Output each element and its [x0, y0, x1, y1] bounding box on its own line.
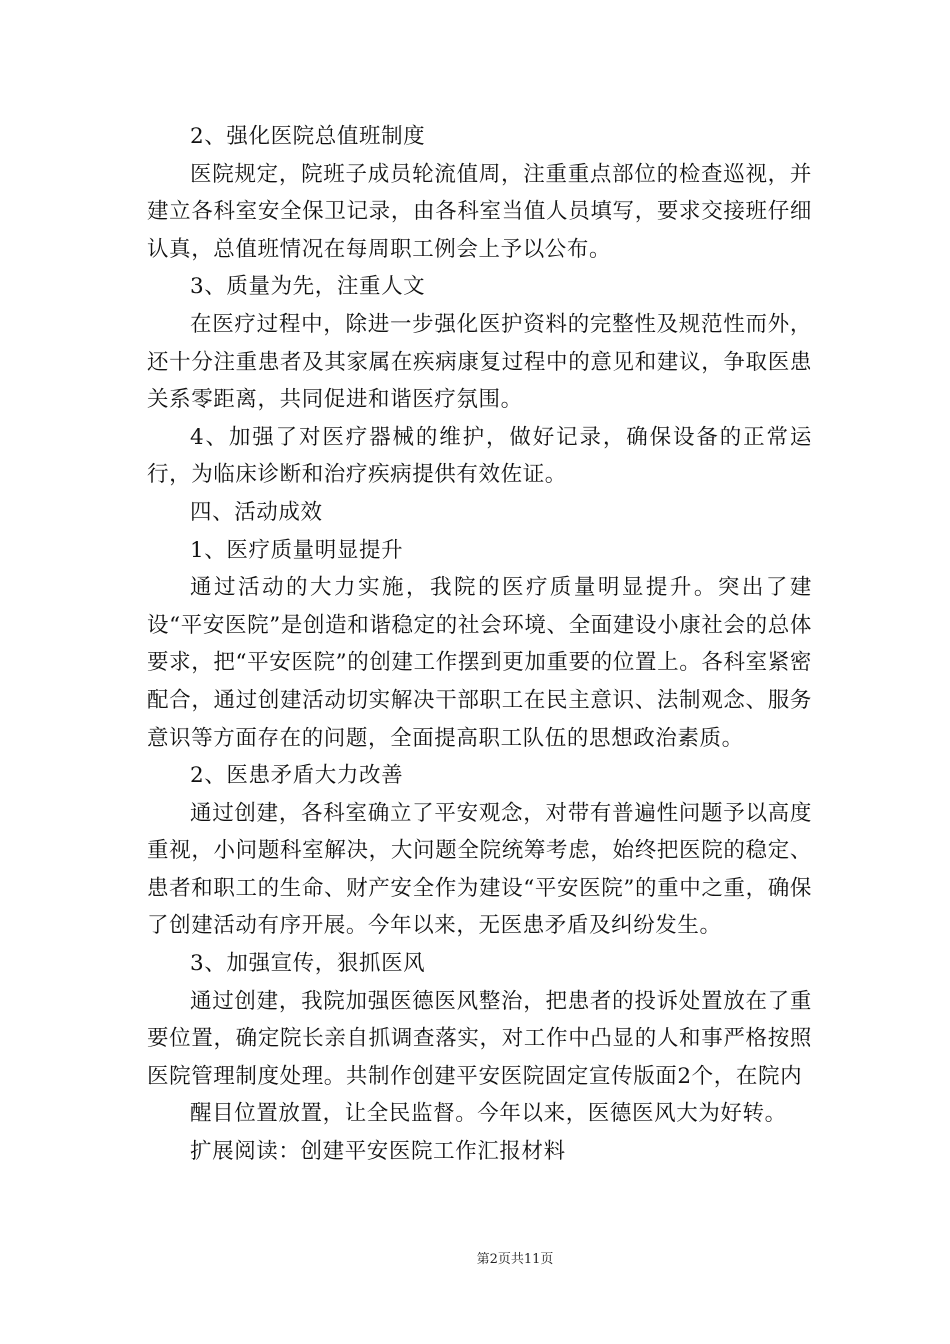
section-heading: 2、强化医院总值班制度	[190, 124, 426, 149]
paragraph: 4、加强了对医疗器械的维护，做好记录，确保设备的正常运行，为临床诊断和治疗疾病提供有效佐证。	[147, 424, 812, 488]
paragraph: 在医疗过程中，除进一步强化医护资料的完整性及规范性而外，还十分注重患者及其家属在疾病康复过程中的意见和建议，争取医患关系零距离，共同促进和谐医疗氛围。	[147, 311, 812, 413]
section-heading: 2、医患矛盾大力改善	[190, 763, 404, 789]
section-heading: 1、医疗质量明显提升	[190, 537, 404, 563]
paragraph: 醒目位置放置，让全民监督。今年以来，医德医风大为好转。	[190, 1101, 787, 1127]
paragraph: 医院规定，院班子成员轮流值周，注重重点部位的检查巡视，并建立各科室安全保卫记录，由各科室当值人员填写，要求交接班仔细认真，总值班情况在每周职工例会上予以公布。	[147, 161, 812, 262]
section-heading: 四、活动成效	[190, 499, 323, 525]
paragraph: 通过创建，各科室确立了平安观念，对带有普遍性问题予以高度重视，小问题科室解决，大问题全院统筹考虑，始终把医院的稳定、患者和职工的生命、财产安全作为建设“平安医院”的重中之重，确保了创建活动有序开展。今年以来，无医患矛盾及纠纷发生。	[147, 800, 812, 939]
paragraph: 通过活动的大力实施，我院的医疗质量明显提升。突出了建设“平安医院”是创造和谐稳定的社会环境、全面建设小康社会的总体要求，把“平安医院”的创建工作摆到更加重要的位置上。各科室紧密配合，通过创建活动切实解决干部职工在民主意识、法制观念、服务意识等方面存在的问题，全面提高职工队伍的思想政治素质。	[147, 575, 812, 751]
paragraph: 通过创建，我院加强医德医风整治，把患者的投诉处置放在了重要位置，确定院长亲自抓调查落实，对工作中凸显的人和事严格按照医院管理制度处理。共制作创建平安医院固定宣传版面2个，在院内	[147, 988, 812, 1089]
document-body	[147, 118, 812, 1171]
extended-reading-heading: 扩展阅读：创建平安医院工作汇报材料	[190, 1139, 566, 1165]
section-heading: 3、加强宣传，狠抓医风	[190, 951, 426, 977]
section-heading: 3、质量为先，注重人文	[190, 274, 426, 300]
page-number-footer: 第2页共11页	[476, 1252, 554, 1267]
